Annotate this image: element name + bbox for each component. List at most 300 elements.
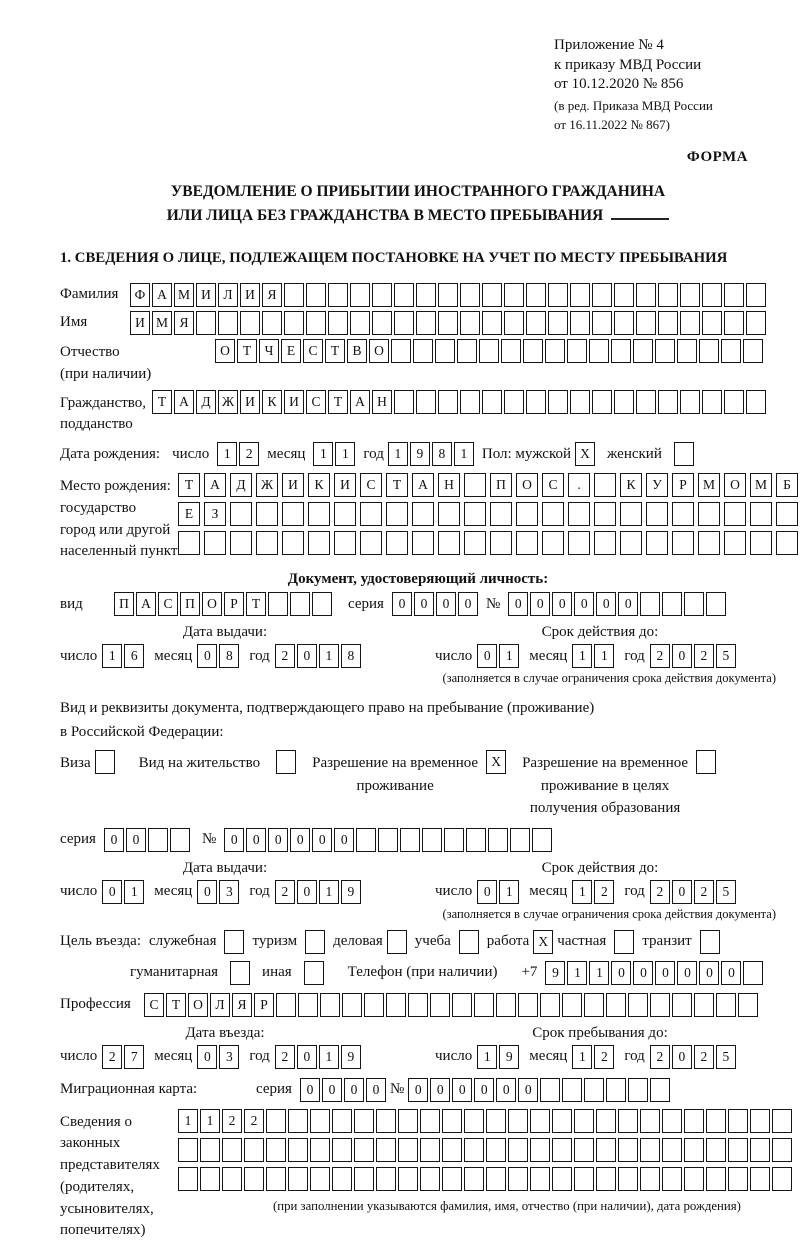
char-cell[interactable]: 1 xyxy=(335,442,355,466)
purpose-business-checkbox[interactable] xyxy=(224,930,244,954)
char-cell[interactable]: 0 xyxy=(197,644,217,668)
char-cell[interactable]: И xyxy=(130,311,150,335)
char-cell[interactable] xyxy=(442,1109,462,1133)
char-cell[interactable] xyxy=(614,283,634,307)
char-cell[interactable] xyxy=(170,828,190,852)
char-cell[interactable] xyxy=(354,1138,374,1162)
char-cell[interactable]: 0 xyxy=(290,828,310,852)
name-cells[interactable] xyxy=(130,311,766,335)
char-cell[interactable] xyxy=(570,283,590,307)
char-cell[interactable] xyxy=(504,311,524,335)
char-cell[interactable] xyxy=(262,311,282,335)
char-cell[interactable] xyxy=(486,1167,506,1191)
char-cell[interactable] xyxy=(320,993,340,1017)
char-cell[interactable] xyxy=(398,1167,418,1191)
char-cell[interactable] xyxy=(530,1109,550,1133)
char-cell[interactable]: 0 xyxy=(699,961,719,985)
char-cell[interactable] xyxy=(672,531,694,555)
char-cell[interactable]: 1 xyxy=(572,644,592,668)
char-cell[interactable]: 9 xyxy=(410,442,430,466)
char-cell[interactable] xyxy=(482,283,502,307)
char-cell[interactable] xyxy=(438,390,458,414)
birth-place-line3[interactable] xyxy=(178,531,798,555)
purpose-study-checkbox[interactable] xyxy=(459,930,479,954)
identity-valid-year[interactable] xyxy=(650,644,736,668)
char-cell[interactable] xyxy=(526,283,546,307)
char-cell[interactable] xyxy=(706,1167,726,1191)
char-cell[interactable] xyxy=(460,311,480,335)
char-cell[interactable]: М xyxy=(698,473,720,497)
char-cell[interactable]: Ч xyxy=(259,339,279,363)
char-cell[interactable]: К xyxy=(308,473,330,497)
char-cell[interactable]: 0 xyxy=(366,1078,386,1102)
residence-series-cells[interactable] xyxy=(104,828,190,852)
char-cell[interactable] xyxy=(256,531,278,555)
char-cell[interactable] xyxy=(606,993,626,1017)
char-cell[interactable]: 1 xyxy=(477,1045,497,1069)
char-cell[interactable] xyxy=(282,502,304,526)
char-cell[interactable] xyxy=(596,1167,616,1191)
char-cell[interactable] xyxy=(562,993,582,1017)
stay-day[interactable] xyxy=(477,1045,519,1069)
char-cell[interactable]: 0 xyxy=(312,828,332,852)
char-cell[interactable] xyxy=(459,930,479,954)
char-cell[interactable]: Т xyxy=(386,473,408,497)
char-cell[interactable] xyxy=(460,283,480,307)
char-cell[interactable]: И xyxy=(284,390,304,414)
char-cell[interactable] xyxy=(310,1138,330,1162)
char-cell[interactable] xyxy=(548,311,568,335)
char-cell[interactable] xyxy=(684,1138,704,1162)
char-cell[interactable] xyxy=(298,993,318,1017)
char-cell[interactable] xyxy=(620,502,642,526)
identity-valid-day[interactable] xyxy=(477,644,519,668)
char-cell[interactable] xyxy=(356,828,376,852)
char-cell[interactable]: 1 xyxy=(567,961,587,985)
char-cell[interactable] xyxy=(540,993,560,1017)
char-cell[interactable] xyxy=(526,390,546,414)
char-cell[interactable] xyxy=(222,1167,242,1191)
char-cell[interactable]: 0 xyxy=(552,592,572,616)
char-cell[interactable] xyxy=(680,390,700,414)
char-cell[interactable]: 2 xyxy=(594,880,614,904)
char-cell[interactable] xyxy=(662,1138,682,1162)
char-cell[interactable] xyxy=(567,339,587,363)
purpose-commercial-checkbox[interactable] xyxy=(387,930,407,954)
char-cell[interactable]: 1 xyxy=(454,442,474,466)
char-cell[interactable]: 1 xyxy=(572,1045,592,1069)
char-cell[interactable] xyxy=(750,1109,770,1133)
char-cell[interactable] xyxy=(636,311,656,335)
char-cell[interactable]: Т xyxy=(328,390,348,414)
char-cell[interactable]: 1 xyxy=(572,880,592,904)
migration-number-cells[interactable] xyxy=(408,1078,670,1102)
char-cell[interactable] xyxy=(552,1109,572,1133)
char-cell[interactable]: 1 xyxy=(178,1109,198,1133)
char-cell[interactable]: Л xyxy=(218,283,238,307)
char-cell[interactable]: М xyxy=(750,473,772,497)
char-cell[interactable] xyxy=(640,592,660,616)
char-cell[interactable] xyxy=(488,828,508,852)
char-cell[interactable] xyxy=(268,592,288,616)
char-cell[interactable] xyxy=(218,311,238,335)
char-cell[interactable] xyxy=(304,961,324,985)
char-cell[interactable]: 1 xyxy=(594,644,614,668)
char-cell[interactable]: Я xyxy=(232,993,252,1017)
residence-number-cells[interactable] xyxy=(224,828,552,852)
char-cell[interactable] xyxy=(378,828,398,852)
char-cell[interactable]: 1 xyxy=(217,442,237,466)
char-cell[interactable]: 1 xyxy=(499,880,519,904)
char-cell[interactable] xyxy=(332,1167,352,1191)
purpose-other-checkbox[interactable] xyxy=(304,961,324,985)
char-cell[interactable]: . xyxy=(568,473,590,497)
char-cell[interactable] xyxy=(391,339,411,363)
sex-male-checkbox[interactable] xyxy=(575,442,595,466)
char-cell[interactable] xyxy=(540,1078,560,1102)
char-cell[interactable] xyxy=(584,993,604,1017)
char-cell[interactable] xyxy=(222,1138,242,1162)
char-cell[interactable]: 0 xyxy=(268,828,288,852)
char-cell[interactable] xyxy=(332,1109,352,1133)
char-cell[interactable] xyxy=(772,1109,792,1133)
char-cell[interactable] xyxy=(420,1167,440,1191)
char-cell[interactable]: 2 xyxy=(694,1045,714,1069)
char-cell[interactable] xyxy=(464,473,486,497)
char-cell[interactable] xyxy=(724,531,746,555)
char-cell[interactable] xyxy=(574,1109,594,1133)
char-cell[interactable]: Н xyxy=(438,473,460,497)
char-cell[interactable] xyxy=(532,828,552,852)
char-cell[interactable] xyxy=(501,339,521,363)
char-cell[interactable]: 1 xyxy=(124,880,144,904)
residence-issue-month[interactable] xyxy=(197,880,239,904)
char-cell[interactable]: 0 xyxy=(246,828,266,852)
char-cell[interactable] xyxy=(724,311,744,335)
char-cell[interactable] xyxy=(750,531,772,555)
char-cell[interactable] xyxy=(706,592,726,616)
char-cell[interactable]: Ж xyxy=(256,473,278,497)
char-cell[interactable]: Ж xyxy=(218,390,238,414)
char-cell[interactable] xyxy=(398,1138,418,1162)
char-cell[interactable]: 0 xyxy=(677,961,697,985)
char-cell[interactable] xyxy=(95,750,115,774)
char-cell[interactable]: 0 xyxy=(474,1078,494,1102)
entry-day[interactable] xyxy=(102,1045,144,1069)
char-cell[interactable] xyxy=(178,531,200,555)
char-cell[interactable] xyxy=(276,750,296,774)
char-cell[interactable]: 0 xyxy=(477,880,497,904)
char-cell[interactable] xyxy=(288,1167,308,1191)
char-cell[interactable] xyxy=(772,1138,792,1162)
char-cell[interactable] xyxy=(518,993,538,1017)
char-cell[interactable]: 2 xyxy=(594,1045,614,1069)
char-cell[interactable] xyxy=(482,311,502,335)
birth-month-cells[interactable] xyxy=(313,442,355,466)
char-cell[interactable]: О xyxy=(215,339,235,363)
char-cell[interactable] xyxy=(334,531,356,555)
char-cell[interactable] xyxy=(496,993,516,1017)
char-cell[interactable] xyxy=(699,339,719,363)
char-cell[interactable] xyxy=(408,993,428,1017)
char-cell[interactable] xyxy=(200,1167,220,1191)
char-cell[interactable]: 2 xyxy=(650,644,670,668)
char-cell[interactable]: 1 xyxy=(388,442,408,466)
char-cell[interactable] xyxy=(650,1078,670,1102)
char-cell[interactable] xyxy=(486,1138,506,1162)
char-cell[interactable] xyxy=(724,502,746,526)
char-cell[interactable] xyxy=(646,531,668,555)
char-cell[interactable]: 2 xyxy=(694,644,714,668)
doc-number-cells[interactable] xyxy=(508,592,726,616)
char-cell[interactable] xyxy=(412,531,434,555)
char-cell[interactable] xyxy=(658,311,678,335)
char-cell[interactable] xyxy=(684,592,704,616)
patronymic-cells[interactable] xyxy=(215,339,763,363)
char-cell[interactable] xyxy=(354,1167,374,1191)
char-cell[interactable] xyxy=(510,828,530,852)
char-cell[interactable]: 2 xyxy=(650,1045,670,1069)
char-cell[interactable] xyxy=(438,311,458,335)
char-cell[interactable] xyxy=(244,1167,264,1191)
char-cell[interactable]: Т xyxy=(325,339,345,363)
char-cell[interactable] xyxy=(354,1109,374,1133)
purpose-work-checkbox[interactable] xyxy=(533,930,553,954)
char-cell[interactable]: Ф xyxy=(130,283,150,307)
char-cell[interactable] xyxy=(552,1167,572,1191)
char-cell[interactable]: Т xyxy=(237,339,257,363)
char-cell[interactable] xyxy=(611,339,631,363)
char-cell[interactable] xyxy=(594,473,616,497)
residence-issue-day[interactable] xyxy=(102,880,144,904)
char-cell[interactable] xyxy=(548,283,568,307)
doc-kind-cells[interactable] xyxy=(114,592,332,616)
profession-cells[interactable] xyxy=(144,993,758,1017)
char-cell[interactable] xyxy=(526,311,546,335)
char-cell[interactable]: Т xyxy=(178,473,200,497)
stay-year[interactable] xyxy=(650,1045,736,1069)
identity-issue-year[interactable] xyxy=(275,644,361,668)
char-cell[interactable] xyxy=(290,592,310,616)
char-cell[interactable] xyxy=(394,390,414,414)
char-cell[interactable] xyxy=(266,1138,286,1162)
char-cell[interactable] xyxy=(662,1167,682,1191)
residence-valid-month[interactable] xyxy=(572,880,614,904)
char-cell[interactable]: 1 xyxy=(589,961,609,985)
char-cell[interactable] xyxy=(724,390,744,414)
char-cell[interactable] xyxy=(530,1138,550,1162)
char-cell[interactable] xyxy=(200,1138,220,1162)
char-cell[interactable]: О xyxy=(516,473,538,497)
char-cell[interactable]: Я xyxy=(174,311,194,335)
citizenship-cells[interactable] xyxy=(152,390,766,414)
char-cell[interactable] xyxy=(288,1138,308,1162)
char-cell[interactable]: 1 xyxy=(499,644,519,668)
char-cell[interactable] xyxy=(574,1167,594,1191)
char-cell[interactable] xyxy=(562,1078,582,1102)
char-cell[interactable]: 0 xyxy=(197,1045,217,1069)
char-cell[interactable] xyxy=(696,750,716,774)
char-cell[interactable]: 0 xyxy=(436,592,456,616)
purpose-tourism-checkbox[interactable] xyxy=(305,930,325,954)
char-cell[interactable]: С xyxy=(144,993,164,1017)
temp-residence-edu-checkbox[interactable] xyxy=(696,750,716,774)
char-cell[interactable]: 0 xyxy=(458,592,478,616)
char-cell[interactable]: 0 xyxy=(530,592,550,616)
char-cell[interactable] xyxy=(646,502,668,526)
char-cell[interactable]: Р xyxy=(254,993,274,1017)
char-cell[interactable] xyxy=(628,1078,648,1102)
char-cell[interactable] xyxy=(545,339,565,363)
char-cell[interactable]: 1 xyxy=(319,644,339,668)
char-cell[interactable] xyxy=(570,311,590,335)
char-cell[interactable]: О xyxy=(369,339,389,363)
char-cell[interactable]: 5 xyxy=(716,644,736,668)
char-cell[interactable] xyxy=(416,311,436,335)
char-cell[interactable]: 0 xyxy=(611,961,631,985)
char-cell[interactable] xyxy=(716,993,736,1017)
char-cell[interactable] xyxy=(334,502,356,526)
char-cell[interactable] xyxy=(672,502,694,526)
char-cell[interactable] xyxy=(244,1138,264,1162)
migration-series-cells[interactable] xyxy=(300,1078,386,1102)
char-cell[interactable]: Р xyxy=(224,592,244,616)
purpose-transit-checkbox[interactable] xyxy=(700,930,720,954)
char-cell[interactable] xyxy=(420,1109,440,1133)
char-cell[interactable] xyxy=(240,311,260,335)
char-cell[interactable] xyxy=(486,1109,506,1133)
char-cell[interactable]: 9 xyxy=(341,1045,361,1069)
char-cell[interactable] xyxy=(364,993,384,1017)
char-cell[interactable] xyxy=(738,993,758,1017)
char-cell[interactable] xyxy=(312,592,332,616)
char-cell[interactable] xyxy=(746,283,766,307)
char-cell[interactable] xyxy=(508,1138,528,1162)
char-cell[interactable]: 0 xyxy=(518,1078,538,1102)
char-cell[interactable]: Д xyxy=(230,473,252,497)
char-cell[interactable] xyxy=(490,502,512,526)
char-cell[interactable] xyxy=(386,993,406,1017)
char-cell[interactable] xyxy=(516,531,538,555)
char-cell[interactable]: X xyxy=(575,442,595,466)
char-cell[interactable] xyxy=(442,1138,462,1162)
char-cell[interactable] xyxy=(728,1109,748,1133)
stay-month[interactable] xyxy=(572,1045,614,1069)
char-cell[interactable] xyxy=(276,993,296,1017)
char-cell[interactable] xyxy=(464,1109,484,1133)
char-cell[interactable] xyxy=(614,930,634,954)
char-cell[interactable] xyxy=(230,531,252,555)
char-cell[interactable]: К xyxy=(620,473,642,497)
char-cell[interactable]: 2 xyxy=(239,442,259,466)
birth-place-line1[interactable] xyxy=(178,473,798,497)
char-cell[interactable]: Р xyxy=(672,473,694,497)
char-cell[interactable]: 8 xyxy=(432,442,452,466)
char-cell[interactable] xyxy=(452,993,472,1017)
legal-line1[interactable] xyxy=(178,1109,792,1133)
char-cell[interactable] xyxy=(464,1138,484,1162)
sex-female-checkbox[interactable] xyxy=(674,442,694,466)
char-cell[interactable]: Л xyxy=(210,993,230,1017)
char-cell[interactable] xyxy=(640,1138,660,1162)
char-cell[interactable]: О xyxy=(188,993,208,1017)
char-cell[interactable]: С xyxy=(360,473,382,497)
char-cell[interactable] xyxy=(592,283,612,307)
visa-checkbox[interactable] xyxy=(95,750,115,774)
char-cell[interactable]: 0 xyxy=(334,828,354,852)
char-cell[interactable]: 0 xyxy=(672,880,692,904)
char-cell[interactable] xyxy=(724,283,744,307)
char-cell[interactable]: 7 xyxy=(124,1045,144,1069)
char-cell[interactable]: 0 xyxy=(344,1078,364,1102)
char-cell[interactable] xyxy=(360,502,382,526)
residence-permit-checkbox[interactable] xyxy=(276,750,296,774)
char-cell[interactable] xyxy=(394,311,414,335)
char-cell[interactable] xyxy=(662,592,682,616)
identity-issue-day[interactable] xyxy=(102,644,144,668)
char-cell[interactable] xyxy=(230,961,250,985)
char-cell[interactable] xyxy=(342,993,362,1017)
char-cell[interactable] xyxy=(266,1167,286,1191)
residence-issue-year[interactable] xyxy=(275,880,361,904)
char-cell[interactable]: 8 xyxy=(341,644,361,668)
char-cell[interactable]: М xyxy=(174,283,194,307)
char-cell[interactable] xyxy=(592,311,612,335)
doc-series-cells[interactable] xyxy=(392,592,478,616)
char-cell[interactable]: И xyxy=(334,473,356,497)
char-cell[interactable] xyxy=(640,1167,660,1191)
char-cell[interactable]: 0 xyxy=(102,880,122,904)
char-cell[interactable] xyxy=(618,1138,638,1162)
char-cell[interactable] xyxy=(386,531,408,555)
char-cell[interactable]: П xyxy=(490,473,512,497)
char-cell[interactable] xyxy=(444,828,464,852)
birth-place-line2[interactable] xyxy=(178,502,798,526)
char-cell[interactable] xyxy=(398,1109,418,1133)
phone-cells[interactable] xyxy=(545,961,763,985)
char-cell[interactable] xyxy=(530,1167,550,1191)
char-cell[interactable]: А xyxy=(350,390,370,414)
char-cell[interactable]: 8 xyxy=(219,644,239,668)
char-cell[interactable] xyxy=(256,502,278,526)
char-cell[interactable] xyxy=(350,283,370,307)
char-cell[interactable] xyxy=(464,531,486,555)
char-cell[interactable] xyxy=(474,993,494,1017)
char-cell[interactable]: 0 xyxy=(721,961,741,985)
char-cell[interactable] xyxy=(394,283,414,307)
char-cell[interactable] xyxy=(680,283,700,307)
char-cell[interactable] xyxy=(650,993,670,1017)
char-cell[interactable] xyxy=(574,1138,594,1162)
char-cell[interactable]: 0 xyxy=(297,644,317,668)
char-cell[interactable] xyxy=(658,283,678,307)
char-cell[interactable]: 0 xyxy=(655,961,675,985)
char-cell[interactable]: 2 xyxy=(650,880,670,904)
char-cell[interactable] xyxy=(700,930,720,954)
char-cell[interactable] xyxy=(310,1109,330,1133)
char-cell[interactable]: 0 xyxy=(126,828,146,852)
char-cell[interactable] xyxy=(746,390,766,414)
char-cell[interactable] xyxy=(438,531,460,555)
char-cell[interactable]: И xyxy=(240,390,260,414)
char-cell[interactable] xyxy=(508,1109,528,1133)
char-cell[interactable]: С xyxy=(306,390,326,414)
char-cell[interactable] xyxy=(196,311,216,335)
legal-line3[interactable] xyxy=(178,1167,792,1191)
char-cell[interactable] xyxy=(288,1109,308,1133)
char-cell[interactable] xyxy=(721,339,741,363)
char-cell[interactable]: З xyxy=(204,502,226,526)
